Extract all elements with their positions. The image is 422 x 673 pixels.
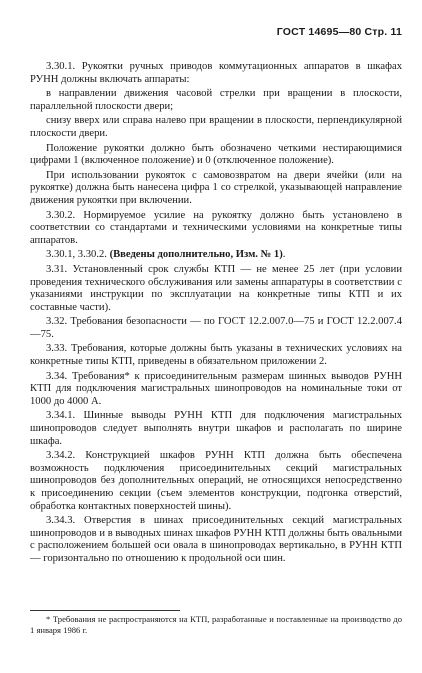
document-body xyxy=(30,61,402,568)
footnote-divider xyxy=(30,610,180,611)
paragraph-3-30-1: 3.30.1. Рукоятки ручных приводов коммутационных аппаратов в шкафах РУНН должны включать аппараты: xyxy=(30,61,402,85)
amendment-bold: (Введены дополнительно, Изм. № 1) xyxy=(109,249,283,261)
paragraph-3-30-2: 3.30.2. Нормируемое усилие на рукоятку должно быть установлено в соответствии со стандартами и техническими условиями на конкретные типы аппаратов. xyxy=(30,209,402,246)
paragraph-clockwise: в направлении движения часовой стрелки при вращении в плоскости, параллельной плоскости двери; xyxy=(30,88,402,112)
paragraph-3-32: 3.32. Требования безопасности — по ГОСТ 12.2.007.0—75 и ГОСТ 12.2.007.4—75. xyxy=(30,316,402,340)
footnote: * Требования не распространяются на КТП, разработанные и поставленные на производство до 1 января 1986 г. xyxy=(30,614,402,635)
paragraph-bottom-up: снизу вверх или справа налево при вращении в плоскости, перпендикулярной плоскости двери. xyxy=(30,115,402,139)
paragraph-handle-position: Положение рукоятки должно быть обозначено четкими нестирающимися цифрами 1 (включенное положение) и 0 (отключенное положение). xyxy=(30,142,402,167)
amendment-suffix: . xyxy=(282,249,286,261)
paragraph-3-31: 3.31. Установленный срок службы КТП — не менее 25 лет (при условии проведения технического обслуживания или замены аппаратуры в соответствии с указаниями инструкции по эксплуатации на конкретные типы КТП и их составные части). xyxy=(30,263,402,313)
paragraph-3-33: 3.33. Требования, которые должны быть указаны в технических условиях на конкретные типы КТП, приведены в обязательном приложении 2. xyxy=(30,343,402,368)
paragraph-3-34-3: 3.34.3. Отверстия в шинах присоединительных секций магистральных шинопроводов и в выводных шинах шкафов РУНН КТП должны быть овальными с расположением большей оси овала в шинопроводах вертикально, в РУНН КТП — горизонтально по отношению к продольной оси шин. xyxy=(30,515,402,564)
paragraph-3-34: 3.34. Требования* к присоединительным размерам шинных выводов РУНН КТП для подключения магистральных шинопроводов на номинальные токи от 1000 до 4000 А. xyxy=(30,370,402,407)
paragraph-self-return: При использовании рукояток с самовозвратом на двери ячейки (или на рукоятке) должна быть нанесена цифра 1 со стрелкой, указывающей направление движения рукоятки при включении. xyxy=(30,169,402,206)
paragraph-3-34-1: 3.34.1. Шинные выводы РУНН КТП для подключения магистральных шинопроводов следует выполнять внутри шкафов и располагать по ширине шкафа. xyxy=(30,410,402,447)
paragraph-3-34-2: 3.34.2. Конструкцией шкафов РУНН КТП должна быть обеспечена возможность подключения присоединительных секций магистральных шинопроводов без дополнительных операций, не относящихся непосредственно к присоединению секции (съем элементов конструкции, подгонка отверстий, обработка контактных поверхностей шины). xyxy=(30,450,402,512)
page-header: ГОСТ 14695—80 Стр. 11 xyxy=(276,26,402,38)
amendment-prefix: 3.30.1, 3.30.2. xyxy=(46,249,110,261)
paragraph-amendment xyxy=(30,249,402,262)
